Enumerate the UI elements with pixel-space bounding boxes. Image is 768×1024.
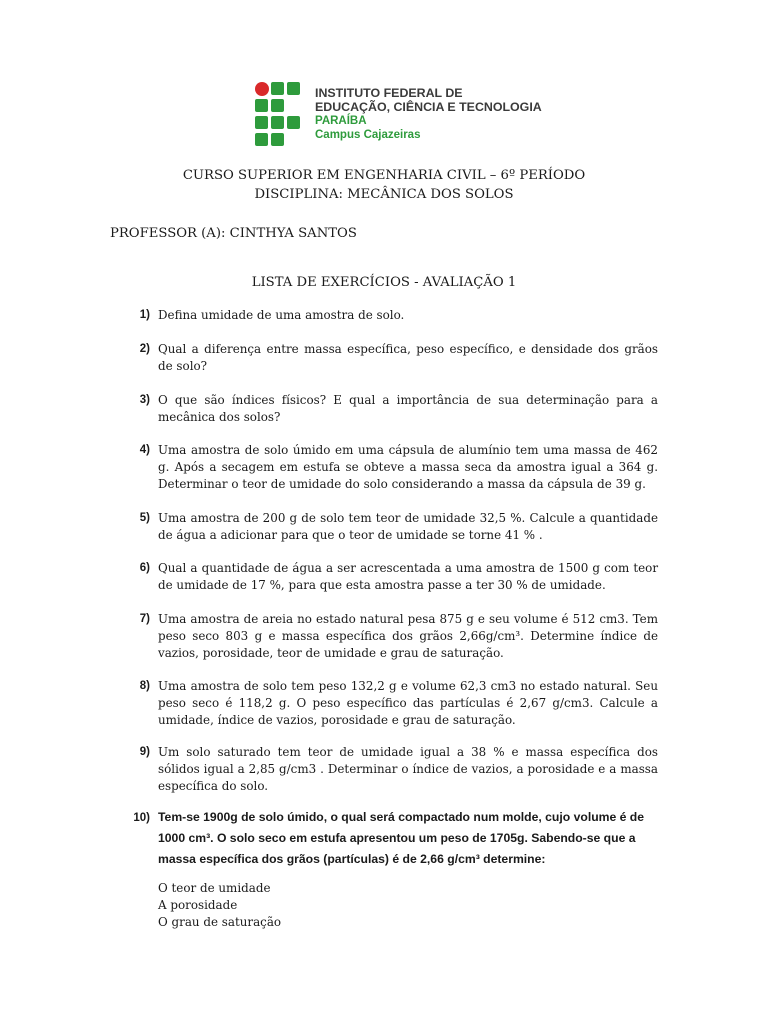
question-text: Uma amostra de solo tem peso 132,2 g e volume 62,3 cm3 no estado natural. Seu peso seco é 118,2 g. O peso específico das partículas é 2,67 g/cm3. Calcule a umidade, índice de vazios, porosidade e grau de saturação. [158, 679, 658, 727]
logo-text [315, 86, 555, 142]
course-title: CURSO SUPERIOR EM ENGENHARIA CIVIL – 6º PERÍODO [182, 168, 586, 183]
subitem-porosity: A porosidade [158, 898, 238, 912]
question-number: 9) [139, 746, 150, 758]
institute-logo [255, 82, 555, 148]
question-number: 6) [139, 562, 150, 574]
question-text: Uma amostra de areia no estado natural pesa 875 g e seu volume é 512 cm3. Tem peso seco 803 g e massa específica dos grãos 2,66g/cm³. Determine índice de vazios, porosidade, teor de umidade e grau de saturação. [158, 612, 658, 660]
question-number: 5) [139, 512, 150, 524]
logo-line-state: PARAÍBA [315, 115, 367, 127]
subitem-saturation: O grau de saturação [158, 915, 282, 929]
question-number: 4) [139, 444, 150, 456]
question-number: 3) [139, 394, 150, 406]
logo-line-campus: Campus Cajazeiras [315, 129, 421, 141]
exercise-list-title: LISTA DE EXERCÍCIOS - AVALIAÇÃO 1 [251, 275, 517, 290]
question-text: O que são índices físicos? E qual a importância de sua determinação para a mecânica dos solos? [158, 393, 658, 424]
question-number: 7) [139, 613, 150, 625]
question-text: Uma amostra de 200 g de solo tem teor de umidade 32,5 %. Calcule a quantidade de água a adicionar para que o teor de umidade se torne 41 % . [158, 511, 658, 542]
question-text: Tem-se 1900g de solo úmido, o qual será compactado num molde, cujo volume é de 1000 cm³. O solo seco em estufa apresentou um peso de 1705g. Sabendo-se que a massa específica dos grãos (partículas) é de 2,66 g/cm³ determine: [158, 810, 645, 866]
subitem-moisture: O teor de umidade [158, 881, 271, 895]
question-text: Qual a diferença entre massa específica, peso específico, e densidade dos grãos de solo? [158, 342, 658, 373]
question-text: Uma amostra de solo úmido em uma cápsula de alumínio tem uma massa de 462 g. Após a secagem em estufa se obteve a massa seca da amostra igual a 364 g. Determinar o teor de umidade do solo considerando a massa da cápsula de 39 g. [158, 443, 658, 491]
question-text: Qual a quantidade de água a ser acrescentada a uma amostra de 1500 g com teor de umidade de 17 %, para que esta amostra passe a ter 30 % de umidade. [158, 561, 658, 592]
question-number: 1) [139, 309, 150, 321]
logo-line-education: EDUCAÇÃO, CIÊNCIA E TECNOLOGIA [315, 100, 542, 114]
professor-name: PROFESSOR (A): CINTHYA SANTOS [110, 226, 357, 241]
question-text: Um solo saturado tem teor de umidade igual a 38 % e massa específica dos sólidos igual a 2,85 g/cm3 . Determinar o índice de vazios, a porosidade e a massa específica do solo. [158, 745, 658, 793]
logo-line-institute: INSTITUTO FEDERAL DE [315, 86, 463, 100]
question-number: 10) [133, 812, 150, 824]
logo-mark-icon [255, 82, 301, 148]
question-number: 2) [139, 343, 150, 355]
question-text: Defina umidade de uma amostra de solo. [158, 308, 405, 322]
discipline-title: DISCIPLINA: MECÂNICA DOS SOLOS [254, 187, 514, 202]
question-number: 8) [139, 680, 150, 692]
